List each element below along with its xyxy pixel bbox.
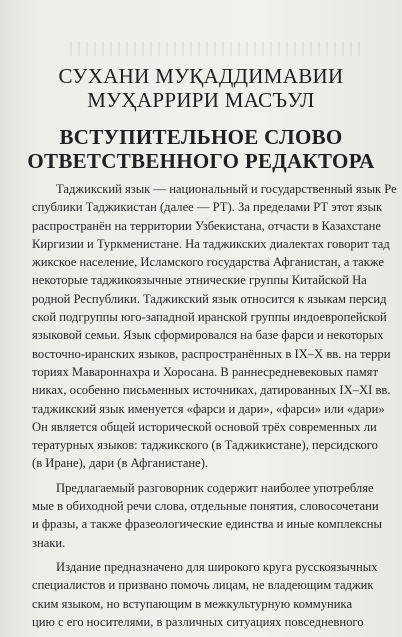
- paragraph: [32, 180, 402, 473]
- heading-tajik-line-1: СУХАНИ МУҚАДДИМАВИИ: [58, 64, 344, 88]
- text-line: ской подгруппы юго-западной иранской группы индоевропейской: [32, 310, 387, 325]
- body-text: [32, 180, 402, 631]
- text-line: специалистов и призвано помочь лицам, не владеющим таджик: [32, 578, 374, 593]
- text-line: Предлагаемый разговорник содержит наиболее употребляе: [56, 480, 374, 495]
- paragraph: [32, 479, 402, 552]
- text-line: таджикский язык именуется «фарси и дари», «фарси» или «дари»: [32, 401, 385, 416]
- text-line: Он является общей исторической основой трёх современных ли: [32, 419, 377, 434]
- heading-russian: [0, 125, 402, 173]
- text-line: Таджикский язык — национальный и государственный язык Ре: [56, 182, 397, 196]
- text-line: цию с его носителями, в различных ситуациях повседневного: [32, 614, 364, 629]
- text-line: распространён на территории Узбекистана, отчасти в Казахстане: [32, 218, 381, 233]
- text-line: тературных языков: таджикского (в Таджикистане), персидского: [32, 438, 378, 453]
- text-line: мые в обиходной речи слова, отдельные понятия, словосочетани: [32, 499, 379, 514]
- text-line: спублики Таджикистан (далее — РТ). За пределами РТ этот язык: [32, 200, 383, 215]
- text-line: жикское население, Исламского государства Афганистан, а также: [32, 255, 385, 270]
- bleed-through-texture: [70, 42, 360, 56]
- text-line: Издание предназначено для широкого круга русскоязычных: [56, 559, 378, 574]
- text-line: восточно-иранских языков, распространённых в IX–X вв. на терри: [32, 346, 391, 361]
- text-line: некоторые таджикоязычные этнические группы Китайской На: [32, 273, 367, 288]
- text-line: родной Республики. Таджикский язык относится к языкам персид: [32, 291, 387, 306]
- paragraph: [32, 558, 402, 631]
- heading-tajik: [0, 64, 402, 112]
- text-line: языковой семьи. Язык сформировался на базе фарси и некоторых: [32, 328, 384, 343]
- text-line: (в Иране), дари (в Афганистане).: [32, 456, 209, 471]
- text-line: никах, особенно письменных источниках, датированных IX–XI вв.: [32, 383, 391, 398]
- text-line: ториях Мавароннахра и Хоросана. В раннесредневековых памят: [32, 364, 378, 379]
- heading-tajik-line-2: МУҲАРРИРИ МАСЪУЛ: [87, 88, 315, 112]
- text-line: и фразы, а также фразеологические единства и иные комплексны: [32, 517, 382, 532]
- text-line: знаки.: [32, 535, 66, 550]
- heading-russian-line-2: ОТВЕТСТВЕННОГО РЕДАКТОРА: [27, 149, 375, 173]
- heading-russian-line-1: ВСТУПИТЕЛЬНОЕ СЛОВО: [59, 125, 343, 149]
- text-line: ским языком, но вступающим в межкультурную коммуника: [32, 596, 353, 611]
- text-line: Киргизии и Туркменистане. На таджикских диалектах говорит тад: [32, 236, 390, 251]
